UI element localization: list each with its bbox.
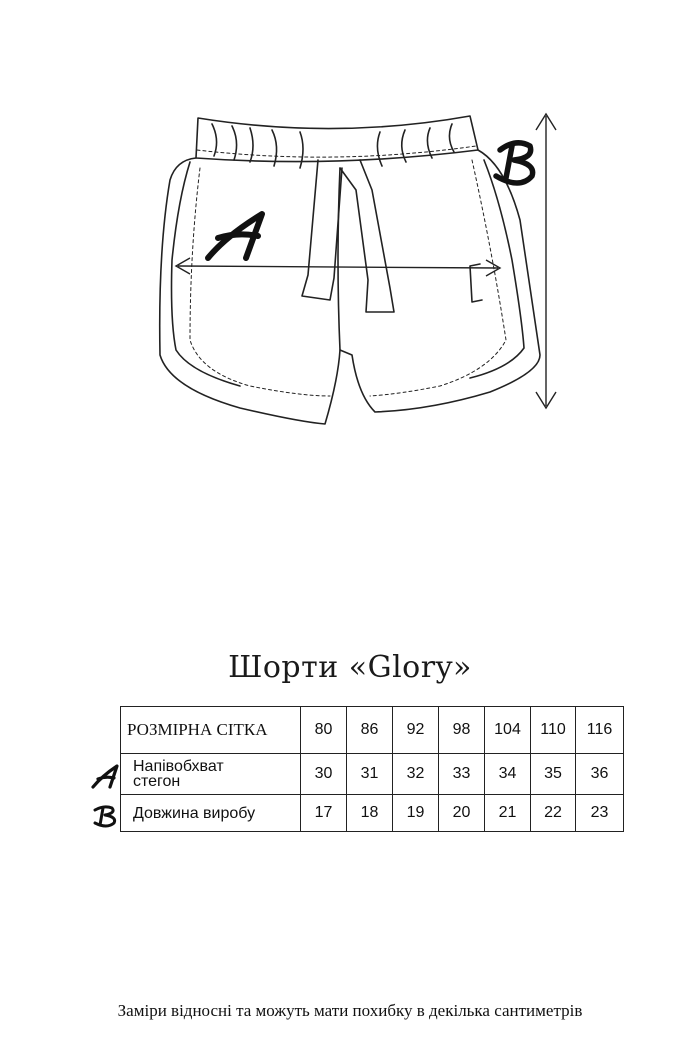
table-cell: 36: [576, 754, 624, 795]
table-header-row: [121, 707, 624, 754]
drawstring-left: [302, 160, 342, 300]
table-row-length: [121, 795, 624, 832]
table-cell: 34: [485, 754, 531, 795]
left-side-stripe: [172, 162, 241, 386]
size-header-cell: 110: [531, 707, 576, 754]
table-cell: 31: [347, 754, 393, 795]
length-arrow: [536, 114, 556, 408]
hip-width-label: [121, 754, 301, 795]
table-cell: 30: [301, 754, 347, 795]
table-cell: 35: [531, 754, 576, 795]
measurement-disclaimer: Заміри відносні та можуть мати похибку в декілька сантиметрів: [117, 1001, 583, 1020]
table-cell: 33: [439, 754, 485, 795]
hip-width-label-line2: стегон: [133, 773, 181, 790]
table-cell: 18: [347, 795, 393, 832]
size-chart-table: [120, 706, 624, 832]
size-header-cell: 86: [347, 707, 393, 754]
length-label: Довжина виробу: [121, 795, 301, 832]
drawstring-right: [340, 160, 394, 312]
waistband-outline: [196, 116, 478, 162]
size-header-cell: 80: [301, 707, 347, 754]
size-header-cell: 116: [576, 707, 624, 754]
shorts-sketch: [0, 0, 700, 470]
size-grid-label: РОЗМІРНА СІТКА: [121, 707, 301, 754]
length-label-b-mark: [496, 143, 533, 183]
table-cell: 23: [576, 795, 624, 832]
product-title: Шорти «Glory»: [228, 650, 472, 685]
table-cell: 22: [531, 795, 576, 832]
size-header-cell: 92: [393, 707, 439, 754]
row-marker-a-icon: [90, 762, 120, 792]
hip-width-label-line1: Напівобхват: [133, 758, 224, 775]
size-header-cell: 98: [439, 707, 485, 754]
table-cell: 21: [485, 795, 531, 832]
table-row-hip-width: [121, 754, 624, 795]
table-cell: 17: [301, 795, 347, 832]
table-cell: 19: [393, 795, 439, 832]
table-cell: 20: [439, 795, 485, 832]
width-label-a-mark: [208, 214, 262, 258]
row-marker-b-icon: [92, 804, 120, 830]
size-header-cell: 104: [485, 707, 531, 754]
table-cell: 32: [393, 754, 439, 795]
shorts-body-outline: [160, 150, 540, 424]
